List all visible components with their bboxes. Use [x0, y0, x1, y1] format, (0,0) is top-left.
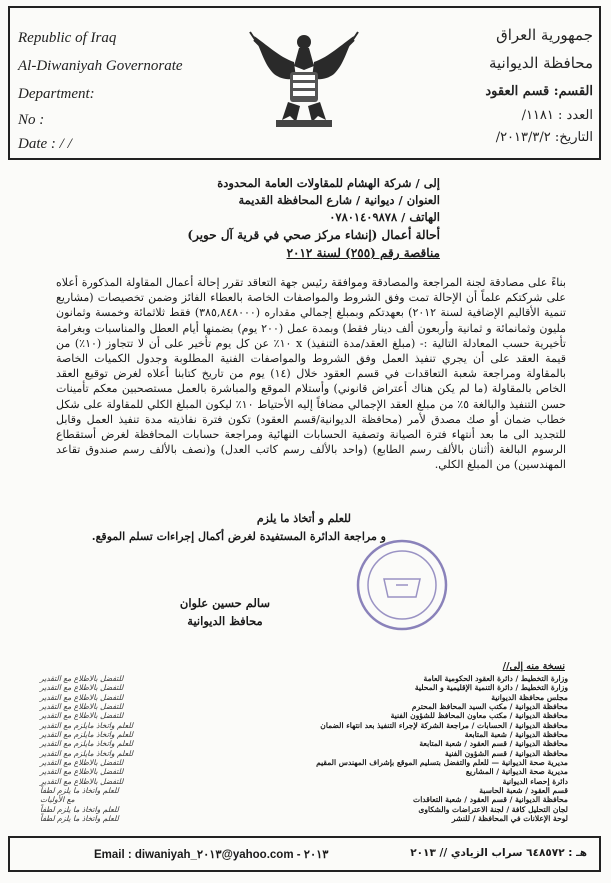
cc-item	[40, 711, 568, 720]
cc-recipient: محافظة الديوانية / الحسابات / مراجعة الشركة لإجراء التنفيذ بعد انتهاء الضمان	[320, 720, 568, 730]
footer-email: Email : diwaniyah_٢٠١٣@yahoo.com - ٢٠١٣	[94, 849, 329, 861]
cc-item	[40, 795, 568, 804]
cc-item	[40, 758, 568, 767]
cc-recipient: محافظة الديوانية / قسم العقود / شعبة التعاقدات	[413, 795, 568, 805]
recipient-line: إلى / شركة الهشام للمقاولات العامة المحدودة	[217, 176, 440, 190]
letterhead-ar-department: القسم: قسم العقود	[485, 84, 593, 99]
cc-item	[40, 805, 568, 814]
cc-item	[40, 749, 568, 758]
cc-recipient: لوحة الإعلانات في المحافظة / للنشر	[451, 814, 568, 824]
cc-recipient: مديرية صحة الديوانية / المشاريع	[465, 767, 568, 777]
cc-note: للعلم واتخاذ ما يلزم لطفاً	[40, 804, 119, 814]
letterhead-en-date: Date : / /	[18, 136, 72, 152]
cc-item	[40, 683, 568, 692]
cc-note: للعلم واتخاذ مايلزم مع التقدير	[40, 730, 134, 740]
cc-recipient: محافظة الديوانية / قسم العقود / شعبة المتابعة	[419, 739, 568, 749]
cc-recipient: وزارة التخطيط / دائرة العقود الحكومية العامة	[423, 674, 568, 683]
letter-body: بناءً على مصادقة لجنة المراجعة والمصادقة وموافقة رئيس جهة التعاقد تقرر إحالة أعمال المقاولة المذكورة أعلاه على شركتكم علماً أن الإحالة تمت وفق الشروط والمواصفات الخاصة بالعطاء الفائز وضمن تخصيصات (مشاريع تنمية الأقاليم الإضافية لسنة ٢٠١٢) بعهدتكم وبمبلغ إجمالي مقداره (٣٨٥,٨٤٨٠٠٠) فقط ثلاثمائة وخمسة وثمانون مليون وثمانمائة و ثمانية وأربعون ألف دينار فقط) وبمدة عمل (٢٠٠ يوم) بضمنها أيام العطل والمناسبات وبغرامة تأخيرية حسب المعادلة التالية :- (مبلغ العقد/مدة التنفيذ) x ١٠٪ عن كل يوم تأخير على أن لا تتجاوز (١٠٪) من قيمة العقد على أن يجري تنفيذ العمل وفق الشروط والمواصفات الفنية المطلوبة وجدول الكميات الخاصة بالمقاولة ومراجعة شعبة التعاقدات في قسم العقود خلال (١٤) يوم من تاريخ كتابنا أعلاه لغرض توقيع العقد الخاص بالمقاولة (ما لم يكن هناك أعتراض قانوني) وأستلام الموقع والمباشرة بالعمل مستصحبين معكم تأمينات حسن التنفيذ والبالغة ٥٪ من مبلغ العقد الإجمالي مضافاً إليه الأحتياط ١٠٪ ليكون المبلغ الكلي للمقاولة على شكل خطاب ضمان أو صك مصدق لأمر (محافظة الديوانية/قسم العقود) تكون فترة نفاذيته مدة تنفيذ العمل وقابل للتجديد الى ما بعد أنتهاء فترة الصيانة وتصفية الحسابات النهائية ومراجعة حسابات المحافظة لغرض أستقطاع الرسوم البالغة (أثنان بالألف رسم الطابع) (واحد بالألف رسم كاتب العدل) و(نصف بالألف رسم صندوق تقاعد المهندسين) من المبلغ الكلي.	[56, 276, 566, 472]
cc-note: للتفضل بالاطلاع مع التقدير	[40, 702, 124, 712]
cc-note: للتفضل بالاطلاع مع التقدير	[40, 776, 124, 786]
cc-item	[40, 702, 568, 711]
letterhead-ar-number: العدد : ١١٨١/	[521, 108, 593, 123]
cc-item	[40, 786, 568, 795]
footer-box	[8, 836, 601, 872]
cc-recipient: محافظة الديوانية / قسم الشؤون الفنية	[445, 748, 568, 758]
letterhead-en-governorate: Al-Diwaniyah Governorate	[18, 58, 183, 74]
letterhead-ar-date: التاريخ: ٢٠١٣/٣/٢/	[495, 130, 593, 145]
subject-line: أحالة أعمال (إنشاء مركز صحي في قرية آل حوير)	[187, 228, 440, 242]
cc-note: للعلم واتخاذ ما يلزم لطفاً	[40, 814, 119, 824]
cc-note: مع الأوليات	[40, 795, 75, 805]
cc-item	[40, 674, 568, 683]
cc-recipient: لجان التحليل كافة / لجنة الاعتراضات والشكاوى	[418, 804, 568, 814]
cc-note: للعلم واتخاذ ما يلزم لطفاً	[40, 786, 119, 796]
letterhead-ar-governorate: محافظة الديوانية	[488, 54, 593, 72]
closing-line-2: و مراجعة الدائرة المستفيدة لغرض أكمال إجراءات تسلم الموقع.	[91, 530, 386, 543]
iraq-eagle-emblem-icon	[244, 22, 364, 132]
cc-list	[40, 674, 568, 824]
cc-recipient: دائرة إحصاء الديوانية	[502, 776, 568, 786]
cc-title: نسخة منه إلى//	[502, 661, 565, 672]
cc-item	[40, 767, 568, 776]
cc-note: للتفضل بالاطلاع مع التقدير	[40, 758, 124, 768]
cc-item	[40, 721, 568, 730]
cc-note: للتفضل بالاطلاع مع التقدير	[40, 711, 124, 721]
cc-recipient: محافظة الديوانية / شعبة المتابعة	[464, 730, 568, 740]
letterhead-en-department: Department:	[18, 86, 95, 102]
cc-recipient: قسم العقود / شعبة الحاسبة	[479, 786, 568, 796]
letterhead-ar-country: جمهورية العراق	[496, 26, 593, 44]
phone-line: الهاتف / ٠٧٨٠١٤٠٩٨٧٨	[329, 210, 440, 224]
cc-note: للعلم واتخاذ مايلزم مع التقدير	[40, 720, 134, 730]
cc-note: للعلم واتخاذ مايلزم مع التقدير	[40, 739, 134, 749]
official-stamp-icon	[352, 535, 452, 635]
cc-recipient: محافظة الديوانية / مكتب معاون المحافظ للشؤون الفنية	[390, 711, 568, 721]
cc-recipient: وزارة التخطيط / دائرة التنمية الإقليمية و المحلية	[414, 683, 568, 693]
cc-note: للتفضل بالاطلاع مع التقدير	[40, 692, 124, 702]
cc-item	[40, 739, 568, 748]
cc-note: للتفضل بالاطلاع مع التقدير	[40, 674, 124, 683]
cc-item	[40, 730, 568, 739]
cc-recipient: مديرية صحة الديوانية — للعلم والتفضل بتسليم الموقع بإشراف المهندس المقيم	[316, 758, 568, 768]
cc-note: للتفضل بالاطلاع مع التقدير	[40, 767, 124, 777]
cc-item	[40, 693, 568, 702]
closing-line-1: للعلم و أتخاذ ما يلزم	[256, 512, 351, 525]
cc-note: للعلم واتخاذ مايلزم مع التقدير	[40, 748, 134, 758]
letterhead-en-number: No :	[18, 112, 45, 128]
cc-item	[40, 814, 568, 823]
cc-note: للتفضل بالاطلاع مع التقدير	[40, 683, 124, 693]
footer-reference: هـ : ٦٤٨٥٧٢ سراب الزيادي // ٢٠١٣	[410, 847, 587, 859]
signatory-title: محافظ الديوانية	[187, 614, 263, 628]
address-line: العنوان / ديوانية / شارع المحافظة القديمة	[238, 193, 440, 207]
cc-item	[40, 777, 568, 786]
cc-recipient: محافظة الديوانية / مكتب السيد المحافظ المحترم	[411, 702, 568, 712]
tender-line: مناقصة رقم (٢٥٥) لسنة ٢٠١٢	[286, 246, 440, 260]
cc-recipient: مجلس محافظة الديوانية	[491, 692, 568, 702]
signatory-name: سالم حسين علوان	[179, 596, 271, 610]
letterhead-en-country: Republic of Iraq	[18, 30, 117, 46]
